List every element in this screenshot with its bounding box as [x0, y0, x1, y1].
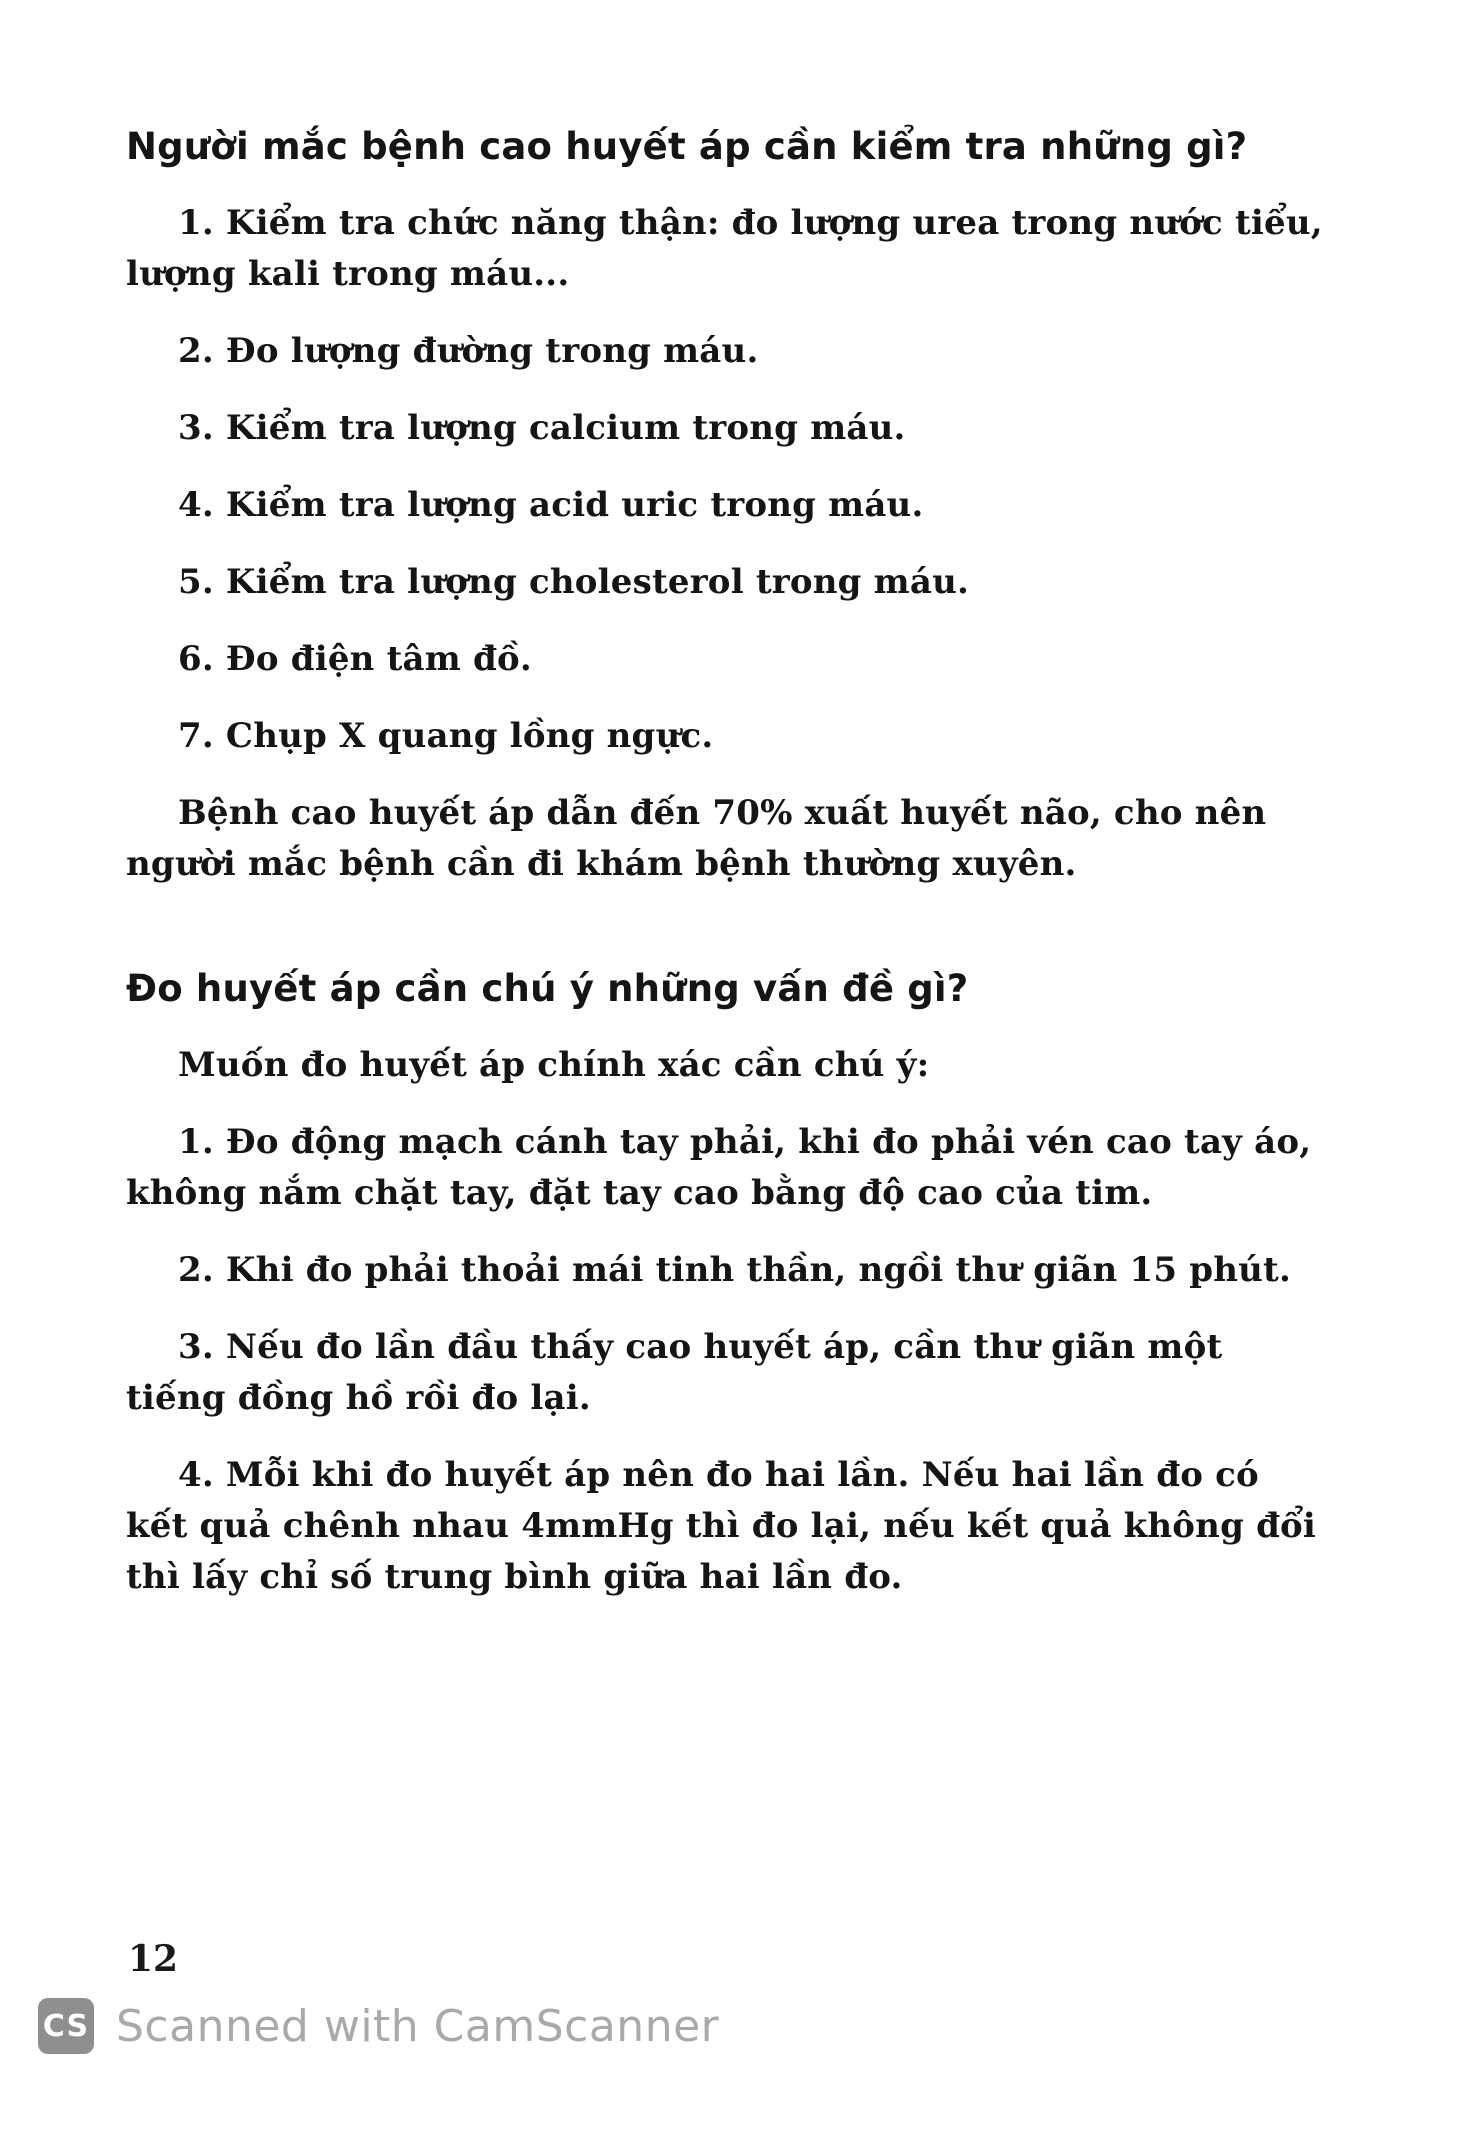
section-heading-checkups: Người mắc bệnh cao huyết áp cần kiểm tra những gì?: [126, 125, 1248, 168]
paragraph-two-measurements: 4. Mỗi khi đo huyết áp nên đo hai lần. Nếu hai lần đo có kết quả chênh nhau 4mmHg thì đo lại, nếu kết quả không đổi thì lấy chỉ số trung bình giữa hai lần đo.: [126, 1454, 1317, 1597]
paragraph-cholesterol: 5. Kiểm tra lượng cholesterol trong máu.: [178, 561, 970, 602]
paragraph-xray: 7. Chụp X quang lồng ngực.: [178, 715, 714, 756]
paragraph-conclusion: Bệnh cao huyết áp dẫn đến 70% xuất huyết não, cho nên người mắc bệnh cần đi khám bệnh thường xuyên.: [126, 792, 1267, 884]
paragraph-ecg: 6. Đo điện tâm đồ.: [178, 638, 532, 679]
camscanner-logo-icon: CS: [38, 1998, 94, 2054]
paragraph-kidney-check: 1. Kiểm tra chức năng thận: đo lượng urea trong nước tiểu, lượng kali trong máu...: [126, 202, 1323, 294]
paragraph-right-arm: 1. Đo động mạch cánh tay phải, khi đo phải vén cao tay áo, không nắm chặt tay, đặt tay cao bằng độ cao của tim.: [126, 1121, 1312, 1213]
paragraph-remeasure: 3. Nếu đo lần đầu thấy cao huyết áp, cần thư giãn một tiếng đồng hồ rồi đo lại.: [126, 1326, 1223, 1418]
paragraph-acid-uric: 4. Kiểm tra lượng acid uric trong máu.: [178, 484, 924, 525]
paragraph-relax: 2. Khi đo phải thoải mái tinh thần, ngồi thư giãn 15 phút.: [178, 1249, 1291, 1290]
paragraph-calcium: 3. Kiểm tra lượng calcium trong máu.: [178, 407, 906, 448]
page-number: 12: [128, 1938, 179, 1980]
paragraph-intro: Muốn đo huyết áp chính xác cần chú ý:: [178, 1044, 930, 1085]
camscanner-watermark-text: Scanned with CamScanner: [116, 2000, 720, 2052]
section-heading-measuring: Đo huyết áp cần chú ý những vấn đề gì?: [126, 966, 969, 1010]
camscanner-footer: [38, 1998, 719, 2054]
paragraph-blood-sugar: 2. Đo lượng đường trong máu.: [178, 330, 759, 371]
